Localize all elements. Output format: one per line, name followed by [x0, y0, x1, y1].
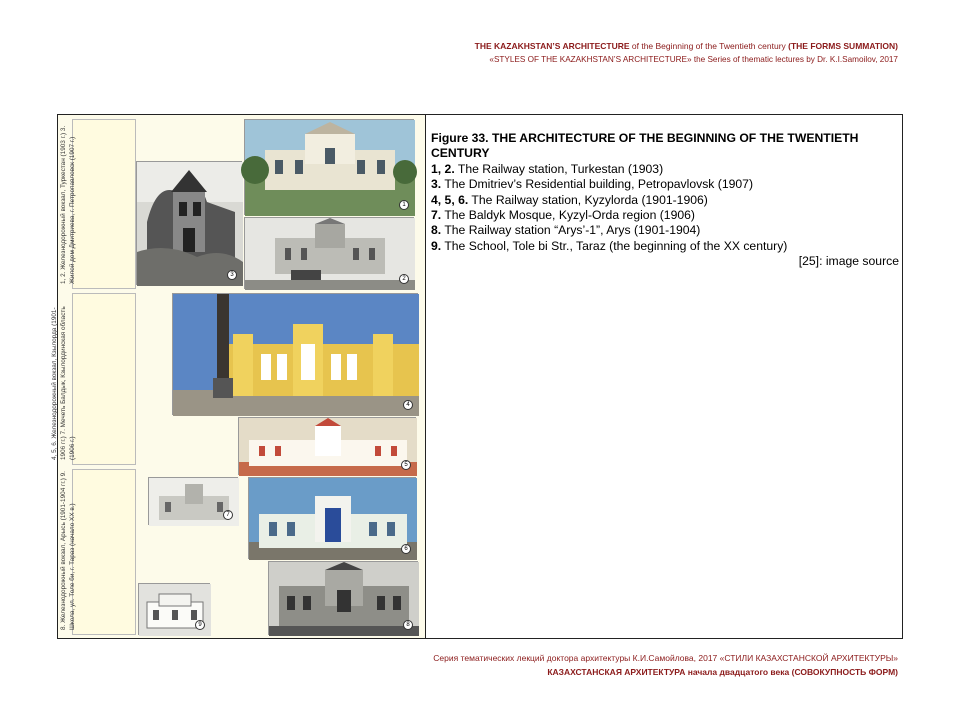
- figure-item: 8. The Railway station “Arys’-1”, Arys (1901-1904): [431, 223, 701, 238]
- figure-frame: [51, 114, 903, 639]
- footer-line-2: КАЗАХСТАНСКАЯ АРХИТЕКТУРА начала двадцатого века (СОВОКУПНОСТЬ ФОРМ): [547, 667, 898, 677]
- photo-dmitriev-house: [136, 161, 242, 285]
- photo-turkestan-station-color: [244, 119, 414, 215]
- photo-baldyk-mosque: [148, 477, 238, 525]
- plate-caption-2: 4, 5, 6. Железнодорожный вокзал, Кзылорда (1901-1906 гг.) 7. Мечеть Балдык, Кзылординская область (1906 г.): [72, 293, 136, 465]
- photo-plate: [51, 115, 426, 638]
- image-source: [25]: image source: [798, 254, 899, 269]
- photo-kyzylorda-station-3: [248, 477, 416, 559]
- photo-taraz-school: [138, 583, 210, 635]
- photo-number: 7: [223, 510, 233, 520]
- photo-kyzylorda-station: [172, 293, 418, 415]
- photo-number: 1: [399, 200, 409, 210]
- photo-number: 9: [195, 620, 205, 630]
- header-subtitle: «STYLES OF THE KAZAKHSTAN’S ARCHITECTURE» the Series of thematic lectures by Dr. K.I.Samoilov, 2017: [489, 55, 898, 64]
- figure-item: 4, 5, 6. The Railway station, Kyzylorda (1901-1906): [431, 192, 708, 207]
- figure-item: 9. The School, Tole bi Str., Taraz (the beginning of the XX century): [431, 238, 788, 253]
- photo-number: 2: [399, 274, 409, 284]
- figure-item: 7. The Baldyk Mosque, Kyzyl-Orda region (1906): [431, 208, 695, 223]
- figure-title: Figure 33. THE ARCHITECTURE OF THE BEGINNING OF THE TWENTIETH CENTURY: [431, 131, 859, 161]
- figure-caption: [431, 131, 899, 270]
- figure-item: 1, 2. The Railway station, Turkestan (1903): [431, 161, 664, 176]
- photo-number: 4: [403, 400, 413, 410]
- photo-number: 5: [401, 460, 411, 470]
- figure-item: 3. The Dmitriev’s Residential building, Petropavlovsk (1907): [431, 177, 754, 192]
- header-title: THE KAZAKHSTAN’S ARCHITECTURE of the Beginning of the Twentieth century (THE FORMS SUMMATION): [474, 41, 898, 51]
- photo-number: 6: [401, 544, 411, 554]
- photo-number: 8: [403, 620, 413, 630]
- photo-kyzylorda-station-2: [238, 417, 416, 475]
- photo-turkestan-station-bw: [244, 217, 414, 289]
- photo-number: 3: [227, 270, 237, 280]
- footer-line-1: Серия тематических лекций доктора архитектуры К.И.Самойлова, 2017 «СТИЛИ КАЗАХСТАНСКОЙ АРХИТЕКТУРЫ»: [433, 653, 898, 663]
- plate-caption-1: 1, 2. Железнодорожный вокзал, Туркестан (1903 г.) 3. Жилой дом Дмитриева, г. Петропавловск (1907 г.): [72, 119, 136, 289]
- photo-arys-station: [268, 561, 418, 635]
- plate-caption-3: 8. Железнодорожный вокзал, Арысь (1901-1904 гг.) 9. Школа, ул. Толе би, г. Тараз (начало XX в.): [72, 469, 136, 635]
